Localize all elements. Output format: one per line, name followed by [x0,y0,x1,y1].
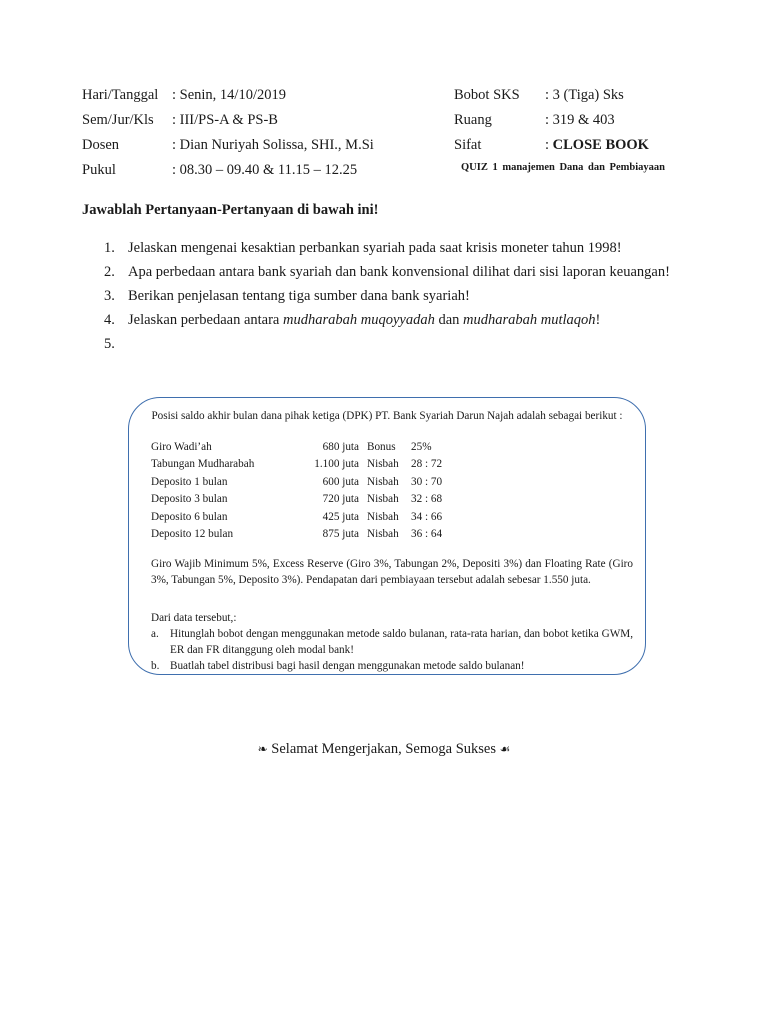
instruction-heading: Jawablah Pertanyaan-Pertanyaan di bawah ini! [82,202,379,218]
account-type: Nisbah [367,475,399,488]
label-ruang: Ruang [454,112,492,128]
question-item [82,332,695,356]
account-type: Nisbah [367,510,399,523]
account-amount: 1.100 juta [314,458,359,471]
table-row [151,438,461,456]
account-type: Nisbah [367,458,399,471]
question-number: 2. [104,264,115,280]
floral-ornament-left-icon: ❧ [257,742,268,756]
account-ratio: 28 : 72 [411,458,443,471]
closing-message [0,741,768,758]
account-type: Nisbah [367,528,399,541]
account-amount: 875 juta [322,528,359,541]
table-row [151,526,461,544]
dpk-table [151,438,461,543]
table-row [151,473,461,491]
question-text-post: ! [595,312,601,328]
question-number: 5. [104,336,115,352]
label-sifat: Sifat [454,137,482,153]
table-row [151,456,461,474]
question-text: Berikan penjelasan tentang tiga sumber dana bank syariah! [128,288,470,304]
question-list [82,236,695,356]
question-text: Jelaskan mengenai kesaktian perbankan syariah pada saat krisis moneter tahun 1998! [128,240,622,256]
reserve-paragraph: Giro Wajib Minimum 5%, Excess Reserve (Giro 3%, Tabungan 2%, Depositi 3%) dan Floating Rate (Giro 3%, Tabungan 5%, Deposito 3%). Pendapatan dari pembiayaan tersebut adalah sebesar 1.550 juta. [151,558,633,586]
task-text: Hitunglah bobot dengan menggunakan metode saldo bulanan, rata-rata harian, dan bobot ketika GWM, ER dan FR ditanggung oleh modal bank! [170,628,633,656]
account-name: Deposito 6 bulan [151,510,228,523]
account-name: Deposito 3 bulan [151,493,228,506]
quiz-label: QUIZ 1 manajemen Dana dan Pembiayaan [461,162,665,173]
account-ratio: 30 : 70 [411,475,443,488]
value-sifat-prefix: : [545,137,553,153]
question-text [128,332,695,356]
label-bobot-sks: Bobot SKS [454,87,520,103]
task-letter: a. [151,628,159,640]
question-text: Apa perbedaan antara bank syariah dan bank konvensional dilihat dari sisi laporan keuangan! [128,264,670,280]
question-term-1: mudharabah muqoyyadah [282,312,435,328]
task-item [151,626,633,658]
account-name: Tabungan Mudharabah [151,458,255,471]
task-intro: Dari data tersebut,: [151,612,237,624]
account-ratio: 32 : 68 [411,493,443,506]
label-dosen: Dosen [82,137,120,153]
account-name: Giro Wadi’ah [151,440,212,453]
case-study-title: Posisi saldo akhir bulan dana pihak ketiga (DPK) PT. Bank Syariah Darun Najah adalah sebagai berikut : [151,410,623,422]
task-section [151,610,633,674]
label-pukul: Pukul [82,162,116,178]
question-text [128,308,695,332]
floral-ornament-right-icon: ☙ [499,742,511,756]
closing-text: Selamat Mengerjakan, Semoga Sukses [271,741,496,757]
account-name: Deposito 12 bulan [151,528,234,541]
question-number: 1. [104,240,115,256]
account-amount: 425 juta [322,510,359,523]
account-name: Deposito 1 bulan [151,475,228,488]
value-pukul: : 08.30 – 09.40 & 11.15 – 12.25 [172,162,358,178]
task-letter: b. [151,660,160,672]
account-amount: 600 juta [322,475,359,488]
account-ratio: 25% [411,440,432,453]
question-item [82,236,695,260]
account-type: Nisbah [367,493,399,506]
value-sem-jur-kls: : III/PS-A & PS-B [172,112,278,128]
case-study-box [128,397,646,675]
question-item [82,284,695,308]
account-ratio: 36 : 64 [411,528,443,541]
question-term-2: mudharabah mutlaqoh [463,312,596,328]
question-number: 4. [104,312,115,328]
task-text: Buatlah tabel distribusi bagi hasil dengan menggunakan metode saldo bulanan! [170,660,525,672]
value-sifat-text: CLOSE BOOK [552,137,649,153]
question-text-pre: Jelaskan perbedaan antara [128,312,283,328]
question-number: 3. [104,288,115,304]
value-sifat [545,136,649,154]
account-ratio: 34 : 66 [411,510,443,523]
value-dosen: : Dian Nuriyah Solissa, SHI., M.Si [172,137,374,153]
question-item [82,260,695,284]
value-bobot-sks: : 3 (Tiga) Sks [545,87,624,103]
table-row [151,491,461,509]
value-ruang: : 319 & 403 [545,112,615,128]
value-hari-tanggal: : Senin, 14/10/2019 [172,87,286,103]
account-amount: 720 juta [322,493,359,506]
question-text-mid: dan [434,312,464,328]
label-hari-tanggal: Hari/Tanggal [82,87,159,103]
question-item [82,308,695,332]
account-amount: 680 juta [322,440,359,453]
task-item [151,658,633,674]
label-sem-jur-kls: Sem/Jur/Kls [82,112,154,128]
account-type: Bonus [367,440,396,453]
table-row [151,508,461,526]
